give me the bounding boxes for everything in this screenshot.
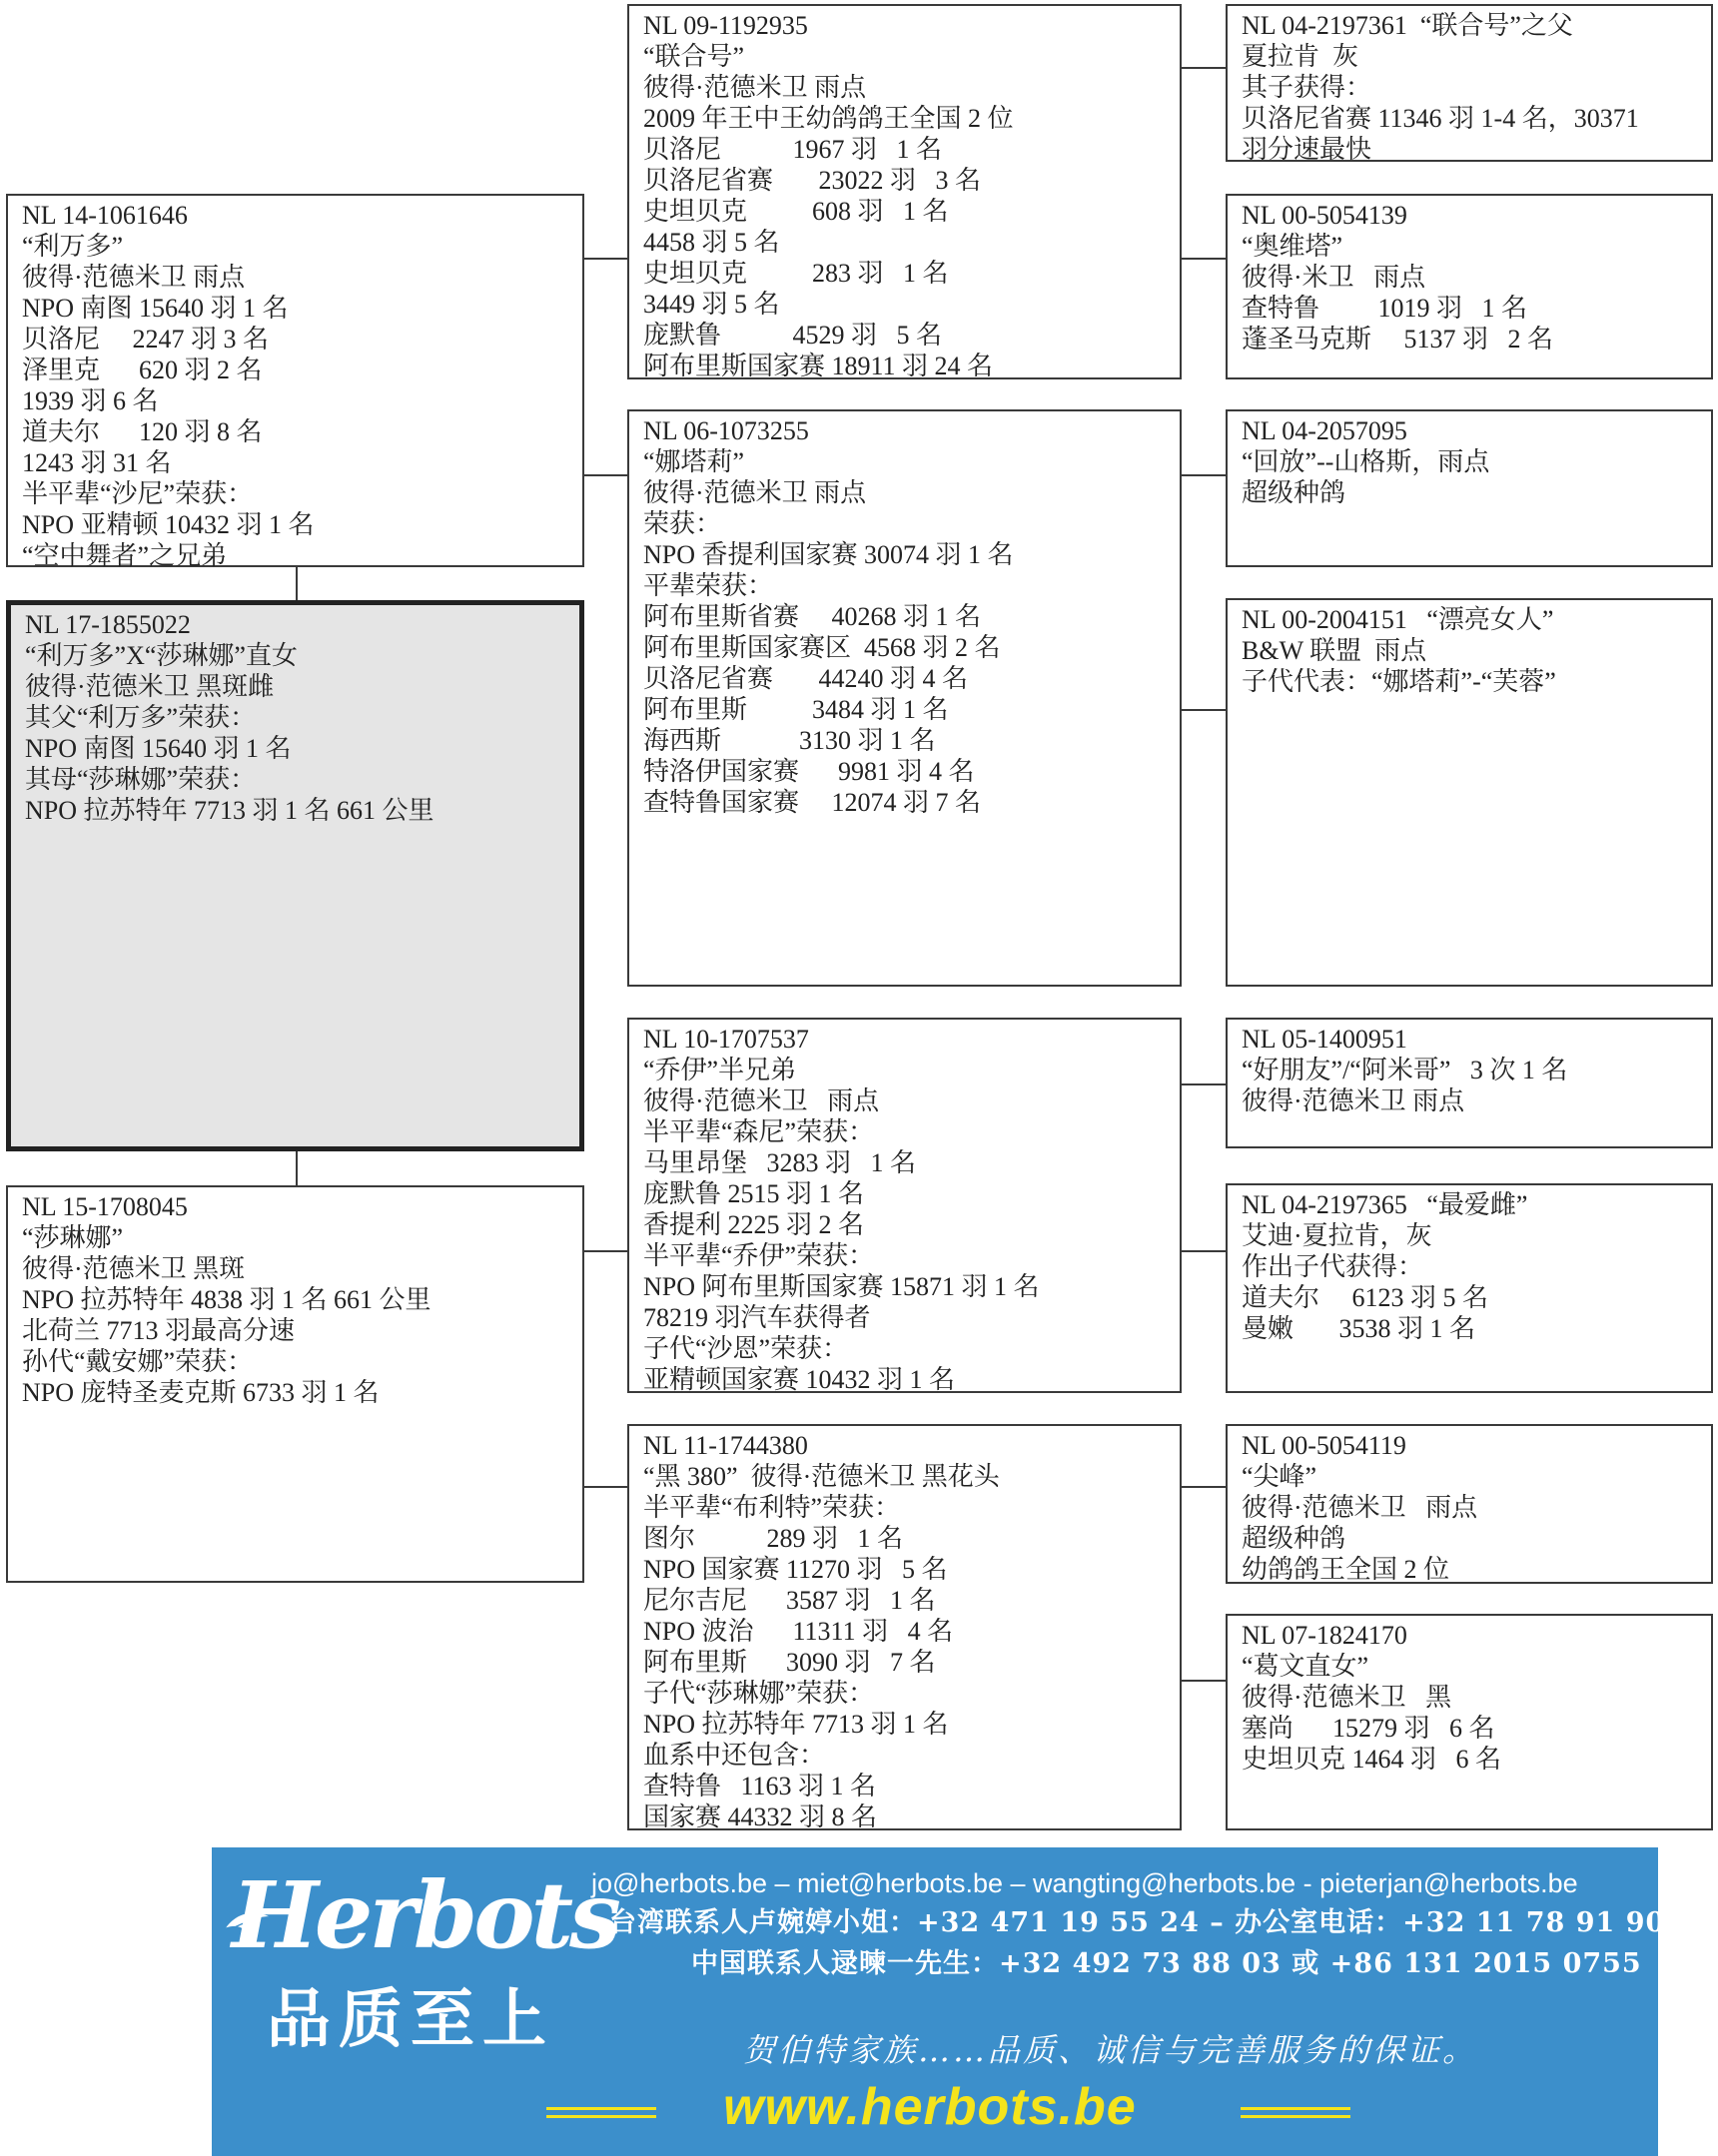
dam-box [6, 1185, 584, 1583]
divider-left [546, 2115, 656, 2118]
dam-sire-line: 彼得·范德米卫 雨点 [643, 1086, 880, 1115]
dam-dam-line: NPO 拉苏特年 7713 羽 1 名 [643, 1710, 949, 1739]
gg-line: 超级种鸽 [1242, 1524, 1346, 1553]
connector [296, 567, 298, 601]
subject-line: 彼得·范德米卫 黑斑雌 [25, 672, 275, 701]
sire-line: 1939 羽 6 名 [22, 386, 159, 415]
gg-line: “好朋友”/“阿米哥” 3 次 1 名 [1242, 1056, 1568, 1084]
sire-dam-line: 阿布里斯国家赛区 4568 羽 2 名 [643, 633, 1001, 662]
sire-dam-line: 海西斯 3130 羽 1 名 [643, 726, 936, 755]
great-grandparent-box [1226, 409, 1713, 567]
dam-sire-box [627, 1018, 1182, 1393]
dam-line: NPO 庞特圣麦克斯 6733 羽 1 名 [22, 1378, 380, 1407]
dam-line: NPO 拉苏特年 4838 羽 1 名 661 公里 [22, 1285, 431, 1314]
sire-sire-line: 庞默鲁 4529 羽 5 名 [643, 321, 943, 350]
gg-line: 史坦贝克 1464 羽 6 名 [1242, 1745, 1502, 1774]
connector [1181, 1083, 1227, 1085]
sire-dam-ring: NL 06-1073255 [643, 416, 809, 445]
brand-slogan: 贺伯特家族……品质、诚信与完善服务的保证。 [743, 2031, 1478, 2069]
gg-line: 羽分速最快 [1242, 135, 1372, 164]
footer-banner [212, 1847, 1666, 2156]
sire-sire-line: “联合号” [643, 42, 745, 71]
sire-sire-line: 4458 羽 5 名 [643, 228, 780, 257]
gg-line: 其子获得： [1242, 73, 1372, 102]
divider-left [546, 2107, 656, 2110]
brand-tagline: 品质至上 [267, 1983, 554, 2057]
connector [296, 1150, 298, 1186]
gg-ring: NL 00-5054119 [1242, 1431, 1406, 1460]
dam-dam-line: 国家赛 44332 羽 8 名 [643, 1802, 878, 1831]
sire-line: 1243 羽 31 名 [22, 448, 172, 477]
sire-line: 道夫尔 120 羽 8 名 [22, 417, 263, 446]
sire-dam-line: 荣获： [643, 509, 722, 538]
website-link[interactable]: www.herbots.be [723, 2078, 1137, 2136]
sire-dam-line: “娜塔莉” [643, 447, 745, 476]
gg-ring: NL 00-5054139 [1242, 201, 1407, 230]
sire-dam-line: 彼得·范德米卫 雨点 [643, 478, 867, 507]
great-grandparent-box [1226, 4, 1713, 162]
gg-ring: NL 00-2004151 “漂亮女人” [1242, 605, 1554, 634]
divider-right [1241, 2115, 1350, 2118]
sire-sire-line: 阿布里斯国家赛 18911 羽 24 名 [643, 352, 994, 380]
gg-line: 彼得·米卫 雨点 [1242, 263, 1426, 292]
dam-line: 彼得·范德米卫 黑斑 [22, 1254, 246, 1283]
sire-dam-line: 查特鲁国家赛 12074 羽 7 名 [643, 788, 982, 817]
dam-dam-line: 尼尔吉尼 3587 羽 1 名 [643, 1586, 936, 1615]
gg-line: 幼鸽鸽王全国 2 位 [1242, 1555, 1450, 1584]
subject-line: 其父“利万多”荣获： [25, 703, 257, 732]
gg-line: “奥维塔” [1242, 232, 1343, 261]
gg-ring: NL 04-2057095 [1242, 416, 1407, 445]
dam-dam-line: “黑 380” 彼得·范德米卫 黑花头 [643, 1462, 1000, 1491]
sire-sire-line: 史坦贝克 283 羽 1 名 [643, 259, 949, 288]
dam-sire-line: 子代“沙恩”荣获： [643, 1334, 849, 1363]
dam-dam-line: 图尔 289 羽 1 名 [643, 1524, 904, 1553]
great-grandparent-box [1226, 1614, 1713, 1830]
sire-sire-line: 2009 年王中王幼鸽鸽王全国 2 位 [643, 104, 1014, 133]
gg-line: 彼得·范德米卫 雨点 [1242, 1493, 1478, 1522]
sire-line: NPO 亚精顿 10432 羽 1 名 [22, 510, 315, 539]
gg-line: 查特鲁 1019 羽 1 名 [1242, 294, 1528, 323]
contact-china: 中国联系人逯暕一先生：+32 492 73 88 03 或 +86 131 2015 0755 [691, 1948, 1642, 1979]
gg-line: B&W 联盟 雨点 [1242, 636, 1427, 665]
dam-sire-line: 庞默鲁 2515 羽 1 名 [643, 1179, 865, 1208]
dam-sire-line: 78219 羽汽车获得者 [643, 1303, 871, 1332]
subject-line: NPO 南图 15640 羽 1 名 [25, 734, 292, 763]
sire-dam-line: 阿布里斯省赛 40268 羽 1 名 [643, 602, 982, 631]
dam-dam-line: 查特鲁 1163 羽 1 名 [643, 1772, 877, 1800]
gg-ring: NL 05-1400951 [1242, 1025, 1407, 1054]
dam-sire-line: 半平辈“乔伊”荣获： [643, 1241, 875, 1270]
sire-line: 彼得·范德米卫 雨点 [22, 263, 246, 292]
gg-line: “尖峰” [1242, 1462, 1317, 1491]
gg-line: “回放”--山格斯，雨点 [1242, 447, 1490, 476]
connector [1181, 1250, 1227, 1252]
subject-line: NPO 拉苏特年 7713 羽 1 名 661 公里 [25, 796, 434, 825]
sire-line: 半平辈“沙尼”荣获： [22, 479, 254, 508]
connector [1181, 1680, 1227, 1682]
gg-ring: NL 04-2197361 “联合号”之父 [1242, 11, 1573, 40]
sire-sire-box [627, 4, 1182, 379]
great-grandparent-box [1226, 598, 1713, 987]
dam-sire-line: 马里昂堡 3283 羽 1 名 [643, 1148, 917, 1177]
dam-dam-ring: NL 11-1744380 [643, 1431, 808, 1460]
sire-sire-line: 贝洛尼省赛 23022 羽 3 名 [643, 166, 982, 195]
great-grandparent-box [1226, 1424, 1713, 1584]
sire-sire-ring: NL 09-1192935 [643, 11, 808, 40]
sire-sire-line: 彼得·范德米卫 雨点 [643, 73, 867, 102]
sire-dam-line: 平辈荣获： [643, 571, 774, 600]
sire-dam-line: 阿布里斯 3484 羽 1 名 [643, 695, 949, 724]
sire-dam-box [627, 409, 1182, 987]
dam-sire-line: NPO 阿布里斯国家赛 15871 羽 1 名 [643, 1272, 1040, 1301]
dam-sire-line: 香提利 2225 羽 2 名 [643, 1210, 865, 1239]
subject-ring: NL 17-1855022 [25, 610, 191, 639]
gg-line: 夏拉肯 灰 [1242, 42, 1359, 71]
dam-line: “莎琳娜” [22, 1223, 124, 1252]
gg-line: 蓬圣马克斯 5137 羽 2 名 [1242, 325, 1554, 354]
sire-line: “空中舞者”之兄弟 [22, 541, 228, 570]
connector [583, 474, 627, 476]
gg-ring: NL 04-2197365 “最爱雌” [1242, 1190, 1528, 1219]
gg-line: 彼得·范德米卫 雨点 [1242, 1086, 1465, 1115]
gg-line: 作出子代获得： [1242, 1252, 1424, 1281]
great-grandparent-box [1226, 1018, 1713, 1148]
sire-sire-line: 3449 羽 5 名 [643, 290, 780, 319]
sire-line: 贝洛尼 2247 羽 3 名 [22, 325, 270, 354]
sire-dam-line: 贝洛尼省赛 44240 羽 4 名 [643, 664, 969, 693]
dam-dam-line: NPO 波治 11311 羽 4 名 [643, 1617, 954, 1646]
dam-line: 北荷兰 7713 羽最高分速 [22, 1316, 296, 1345]
gg-line: 子代代表：“娜塔莉”-“芙蓉” [1242, 667, 1556, 696]
sire-line: NPO 南图 15640 羽 1 名 [22, 294, 289, 323]
gg-line: 道夫尔 6123 羽 5 名 [1242, 1283, 1489, 1312]
dam-sire-ring: NL 10-1707537 [643, 1025, 809, 1054]
sire-line: 泽里克 620 羽 2 名 [22, 356, 263, 384]
great-grandparent-box [1226, 194, 1713, 379]
gg-line: “葛文直女” [1242, 1652, 1369, 1681]
connector [1181, 709, 1227, 711]
dam-dam-line: 阿布里斯 3090 羽 7 名 [643, 1648, 936, 1677]
connector [1181, 258, 1227, 260]
sire-box [6, 194, 584, 570]
subject-line: 其母“莎琳娜”荣获： [25, 765, 257, 794]
connector [583, 1250, 627, 1252]
gg-line: 曼嫩 3538 羽 1 名 [1242, 1314, 1476, 1343]
dam-dam-box [627, 1424, 1182, 1830]
connector [1181, 67, 1227, 69]
sire-sire-line: 史坦贝克 608 羽 1 名 [643, 197, 949, 226]
sire-sire-line: 贝洛尼 1967 羽 1 名 [643, 135, 943, 164]
gg-line: 超级种鸽 [1242, 478, 1346, 507]
subject-line: “利万多”X“莎琳娜”直女 [25, 641, 298, 670]
dam-sire-line: “乔伊”半兄弟 [643, 1056, 797, 1084]
subject-box [6, 600, 584, 1151]
brand-logo: Herbots [232, 1861, 617, 1969]
gg-line: 艾迪·夏拉肯，灰 [1242, 1221, 1432, 1250]
connector [1181, 1486, 1227, 1488]
gg-ring: NL 07-1824170 [1242, 1621, 1407, 1650]
dam-dam-line: 半平辈“布利特”荣获： [643, 1493, 901, 1522]
dam-dam-line: 子代“莎琳娜”荣获： [643, 1679, 875, 1708]
gg-line: 彼得·范德米卫 黑 [1242, 1683, 1452, 1712]
dam-sire-line: 半平辈“森尼”荣获： [643, 1117, 875, 1146]
sire-dam-line: NPO 香提利国家赛 30074 羽 1 名 [643, 540, 1014, 569]
dam-ring: NL 15-1708045 [22, 1192, 188, 1221]
connector [583, 258, 627, 260]
dam-sire-line: 亚精顿国家赛 10432 羽 1 名 [643, 1365, 956, 1394]
divider-right [1241, 2107, 1350, 2110]
sire-ring: NL 14-1061646 [22, 201, 188, 230]
contact-taiwan: 台湾联系人卢婉婷小姐：+32 471 19 55 24 – 办公室电话：+32 11 78 91 90 [609, 1907, 1666, 1938]
sire-line: “利万多” [22, 232, 124, 261]
dam-line: 孙代“戴安娜”荣获： [22, 1347, 254, 1376]
contact-emails[interactable]: jo@herbots.be – miet@herbots.be – wangting@herbots.be - pieterjan@herbots.be [591, 1868, 1578, 1898]
dam-dam-line: NPO 国家赛 11270 羽 5 名 [643, 1555, 948, 1584]
gg-line: 贝洛尼省赛 11346 羽 1-4 名，30371 [1242, 104, 1639, 133]
dam-dam-line: 血系中还包含： [643, 1741, 826, 1770]
connector [583, 1486, 627, 1488]
gg-line: 塞尚 15279 羽 6 名 [1242, 1714, 1495, 1743]
great-grandparent-box [1226, 1183, 1713, 1393]
sire-dam-line: 特洛伊国家赛 9981 羽 4 名 [643, 757, 975, 786]
connector [1181, 474, 1227, 476]
